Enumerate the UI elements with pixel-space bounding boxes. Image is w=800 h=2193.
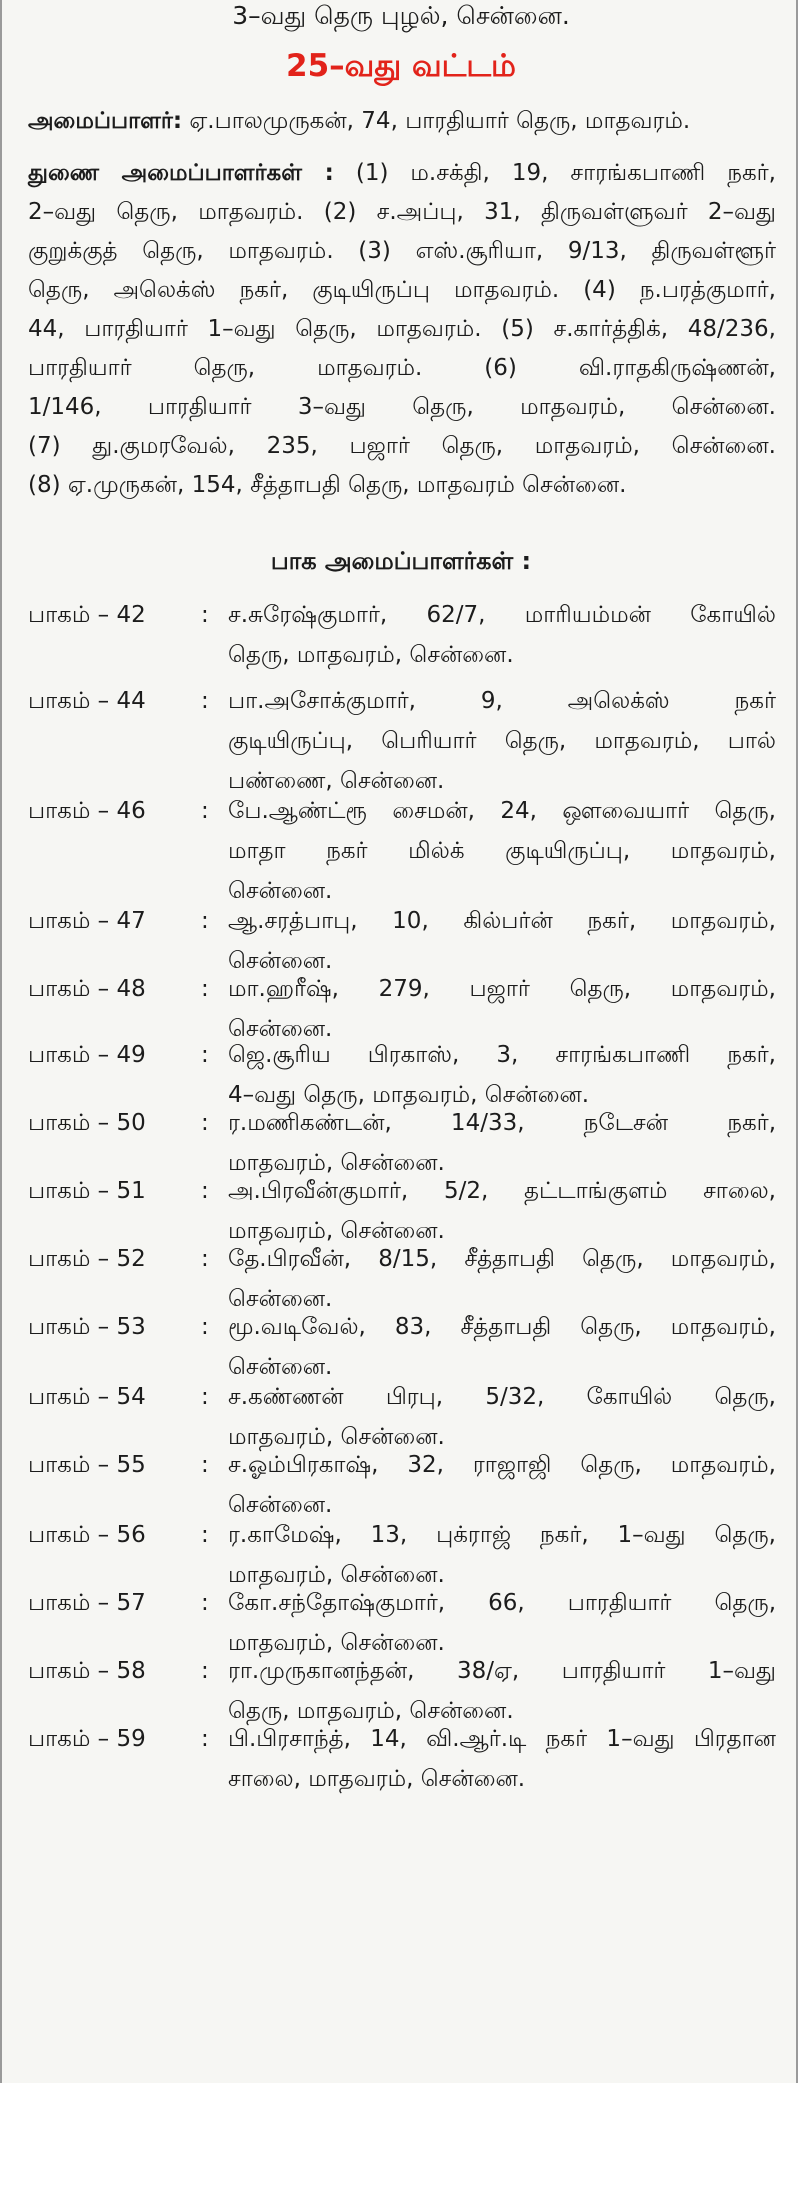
booth-separator: : [201,976,209,1002]
booth-organizer-address [228,1445,776,1525]
booth-address-line: தெரு, மாதவரம், சென்னை. [228,1698,514,1724]
ward-heading: 25–வது வட்டம் [286,48,516,84]
booth-address-line: சென்னை. [228,1286,333,1312]
booth-separator: : [201,1590,209,1616]
booth-number: பாகம் – 48 [28,976,146,1002]
booth-separator: : [201,1246,209,1272]
deputy-line: குறுக்குத் தெரு, மாதவரம். (3) எஸ்.சூரியா, 9/13, திருவள்ளூர் [28,238,776,264]
booth-address-line: மாதவரம், சென்னை. [228,1424,445,1450]
booth-address-line: ஜெ.சூரிய பிரகாஸ், 3, சாரங்கபாணி நகர், [228,1042,776,1068]
continued-address-line: 3–வது தெரு புழல், சென்னை. [232,1,570,30]
booth-separator: : [201,1042,209,1068]
booth-separator: : [201,1178,209,1204]
booth-address-line: சென்னை. [228,948,333,974]
deputy-line: 44, பாரதியார் 1–வது தெரு, மாதவரம். (5) ச.கார்த்திக், 48/236, [28,316,776,342]
booth-separator: : [201,798,209,824]
booth-number: பாகம் – 57 [28,1590,146,1616]
deputy-label: துணை அமைப்பாளர்கள் : [28,160,334,186]
booth-address-line: ச.சுரேஷ்குமார், 62/7, மாரியம்மன் கோயில் [228,602,776,628]
booth-organizer-address [228,681,776,801]
booth-number: பாகம் – 49 [28,1042,146,1068]
deputy-line: 2–வது தெரு, மாதவரம். (2) ச.அப்பு, 31, திருவள்ளுவர் 2–வது [28,199,776,225]
booth-separator: : [201,1726,209,1752]
organizer-text: ஏ.பாலமுருகன், 74, பாரதியார் தெரு, மாதவரம். [182,108,691,134]
deputy-line: துணை அமைப்பாளர்கள் : (1) ம.சக்தி, 19, சாரங்கபாணி நகர், [28,160,776,186]
deputy-line: (8) ஏ.முருகன், 154, சீத்தாபதி தெரு, மாதவரம் சென்னை. [28,472,627,498]
booth-number: பாகம் – 54 [28,1384,146,1410]
booth-address-line: ச.ஓம்பிரகாஷ், 32, ராஜாஜி தெரு, மாதவரம், [228,1452,776,1478]
booth-address-line: மாதவரம், சென்னை. [228,1218,445,1244]
booth-address-line: சாலை, மாதவரம், சென்னை. [228,1766,526,1792]
booth-address-line: சென்னை. [228,1354,333,1380]
booth-address-line: சென்னை. [228,1016,333,1042]
booth-address-line: பே.ஆண்ட்ரூ சைமன், 24, ஔவையார் தெரு, [228,798,776,824]
booth-address-line: மாதா நகர் மில்க் குடியிருப்பு, மாதவரம், [228,838,776,864]
organizer-label: அமைப்பாளர்: [28,108,183,134]
booth-separator: : [201,602,209,628]
deputy-line: தெரு, அலெக்ஸ் நகர், குடியிருப்பு மாதவரம். (4) ந.பரத்குமார், [28,277,776,303]
booth-address-line: சென்னை. [228,878,333,904]
booth-number: பாகம் – 58 [28,1658,146,1684]
deputy-organizers [28,154,776,505]
booth-entry [28,791,788,904]
booth-address-line: மாதவரம், சென்னை. [228,1562,445,1588]
booth-address-line: மூ.வடிவேல், 83, சீத்தாபதி தெரு, மாதவரம், [228,1314,776,1340]
booth-separator: : [201,908,209,934]
booth-number: பாகம் – 59 [28,1726,146,1752]
booth-number: பாகம் – 44 [28,688,146,714]
booth-separator: : [201,1110,209,1136]
booth-address-line: பி.பிரசாந்த், 14, வி.ஆர்.டி நகர் 1–வது பிரதான [228,1726,776,1752]
ward-organizer [28,104,788,138]
booth-address-line: மாதவரம், சென்னை. [228,1150,445,1176]
booth-number: பாகம் – 52 [28,1246,146,1272]
booth-entry [28,595,788,685]
booth-address-line: தே.பிரவீன், 8/15, சீத்தாபதி தெரு, மாதவரம், [228,1246,776,1272]
booth-number: பாகம் – 53 [28,1314,146,1340]
booth-address-line: சென்னை. [228,1492,333,1518]
booth-address-line: அ.பிரவீன்குமார், 5/2, தட்டாங்குளம் சாலை, [228,1178,776,1204]
booth-organizers-heading: பாக அமைப்பாளர்கள் : [270,547,532,575]
booth-separator: : [201,1314,209,1340]
booth-address-line: 4–வது தெரு, மாதவரம், சென்னை. [228,1082,590,1108]
booth-address-line: ரா.முருகானந்தன், 38/ஏ, பாரதியார் 1–வது [228,1658,776,1684]
booth-number: பாகம் – 47 [28,908,146,934]
booth-separator: : [201,1452,209,1478]
deputy-line: 1/146, பாரதியார் 3–வது தெரு, மாதவரம், சென்னை. [28,394,776,420]
booth-address-line: பா.அசோக்குமார், 9, அலெக்ஸ் நகர் [228,688,776,714]
booth-separator: : [201,688,209,714]
booth-number: பாகம் – 56 [28,1522,146,1548]
deputy-line: பாரதியார் தெரு, மாதவரம். (6) வி.ராதகிருஷ்ணன், [28,355,776,381]
booth-separator: : [201,1658,209,1684]
booth-organizer-address [228,1307,776,1387]
booth-entry [28,1719,788,1809]
booth-organizer-address [228,791,776,911]
booth-address-line: ஆ.சரத்பாபு, 10, கில்பர்ன் நகர், மாதவரம், [228,908,776,934]
booth-entry [28,681,788,794]
booth-organizer-address [228,595,776,675]
booth-number: பாகம் – 50 [28,1110,146,1136]
booth-organizer-address [228,1719,776,1799]
booth-address-line: மாதவரம், சென்னை. [228,1630,445,1656]
booth-address-line: ர.மணிகண்டன், 14/33, நடேசன் நகர், [228,1110,776,1136]
booth-address-line: குடியிருப்பு, பெரியார் தெரு, மாதவரம், பால் [228,728,776,754]
booth-address-line: தெரு, மாதவரம், சென்னை. [228,642,514,668]
booth-number: பாகம் – 55 [28,1452,146,1478]
booth-number: பாகம் – 46 [28,798,146,824]
booth-address-line: ச.கண்ணன் பிரபு, 5/32, கோயில் தெரு, [228,1384,776,1410]
booth-address-line: பண்ணை, சென்னை. [228,768,445,794]
booth-address-line: ர.காமேஷ், 13, புக்ராஜ் நகர், 1–வது தெரு, [228,1522,776,1548]
booth-separator: : [201,1522,209,1548]
booth-separator: : [201,1384,209,1410]
booth-number: பாகம் – 42 [28,602,146,628]
deputy-line: (7) து.குமரவேல், 235, பஜார் தெரு, மாதவரம், சென்னை. [28,433,776,459]
booth-address-line: கோ.சந்தோஷ்குமார், 66, பாரதியார் தெரு, [228,1590,776,1616]
booth-address-line: மா.ஹரீஷ், 279, பஜார் தெரு, மாதவரம், [228,976,776,1002]
booth-number: பாகம் – 51 [28,1178,146,1204]
